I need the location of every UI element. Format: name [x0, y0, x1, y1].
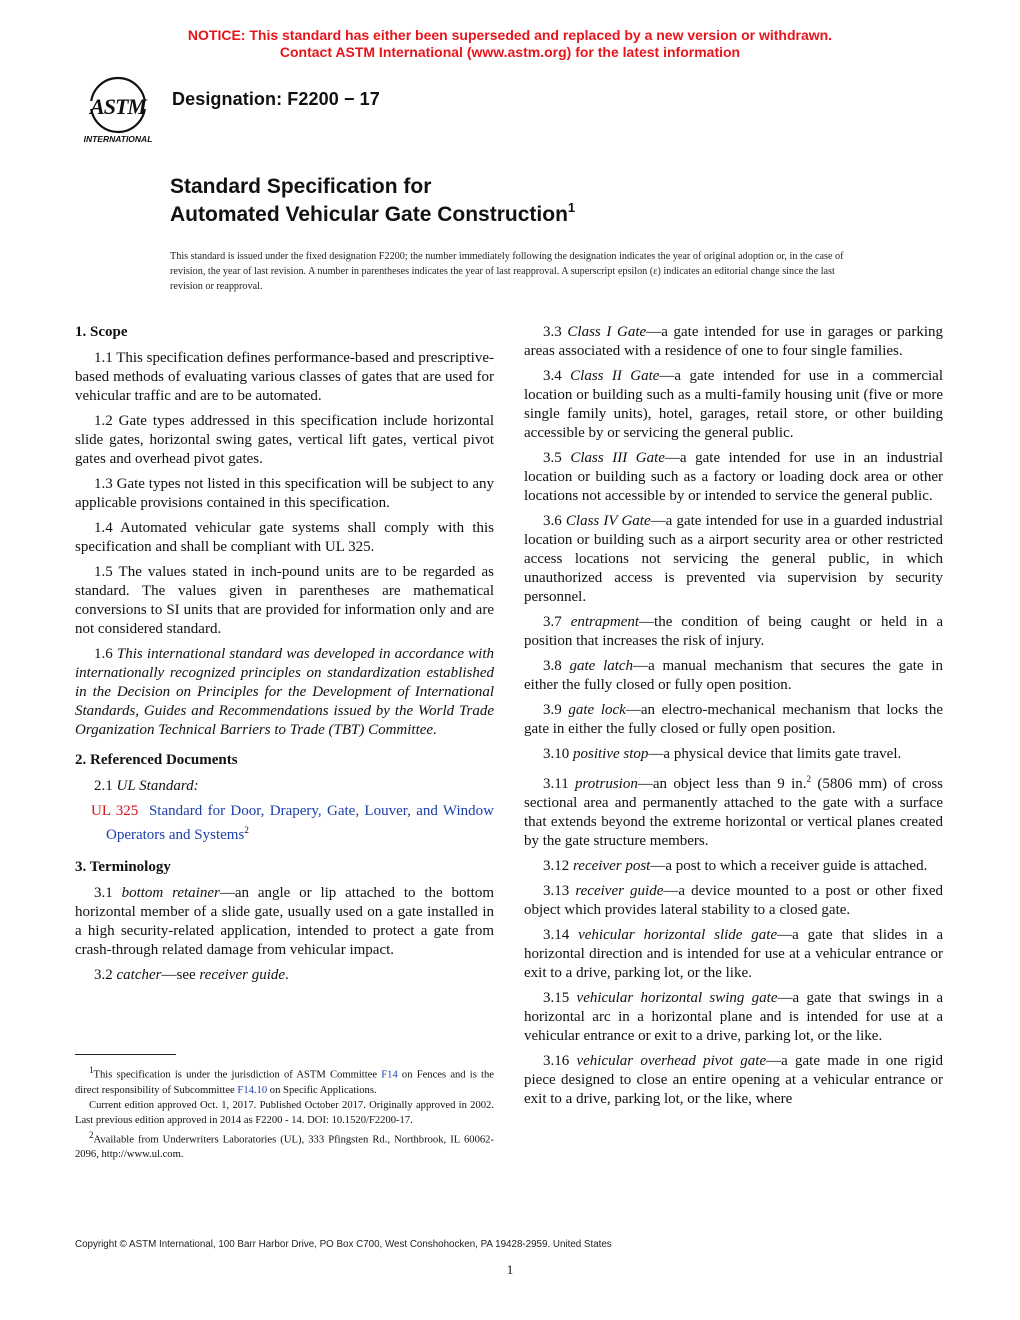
para-1-6: 1.6 This international standard was developed in accordance with internationally recognized principles on standardization established in the Decision on Principles for the Development of International Standards, Guides and Recommendations issued by the World Trade Organization Technical Barriers to Trade (TBT) Committee. [75, 646, 494, 738]
para-2-1: 2.1 UL Standard: [94, 778, 199, 794]
logo-international-text: INTERNATIONAL [83, 134, 153, 144]
footnotes [75, 1063, 494, 1162]
footnote-divider [75, 1054, 176, 1055]
footnote-2: $^2$Available from Underwriters Laboratories (UL), 333 Pfingsten Rd., Northbrook, IL 60062-2096, http://www.ul.com. [75, 1129, 494, 1161]
left-column [75, 323, 494, 991]
scope-heading: 1. Scope [75, 324, 128, 340]
para-1-2: 1.2 Gate types addressed in this specification include horizontal slide gates, horizontal swing gates, vertical lift gates, vertical pivot gates and overhead pivot gates. [75, 413, 494, 467]
committee-f14-link[interactable]: F14 [381, 1069, 398, 1081]
ref-title-link[interactable]: Standard for Door, Drapery, Gate, Louver, and Window Operators and Systems [106, 803, 494, 843]
referenced-documents-heading: 2. Referenced Documents [75, 752, 238, 768]
term-3-12: 3.12 receiver post—a post to which a receiver guide is attached. [543, 858, 928, 874]
term-3-14: 3.14 vehicular horizontal slide gate—a gate that slides in a horizontal direction and is intended for use at a vehicular entrance or exit to a drive, parking lot, or the like. [524, 927, 944, 981]
term-3-9: 3.9 gate lock—an electro-mechanical mechanism that locks the gate in either the fully closed or fully open position. [524, 702, 944, 737]
term-3-3: 3.3 Class I Gate—a gate intended for use in garages or parking areas associated with a residence of one to four single families. [524, 324, 943, 359]
footnote-1-edition: Current edition approved Oct. 1, 2017. Published October 2017. Originally approved in 2002. Last previous edition approved in 2014 as F2200 - 14. DOI: 10.1520/F2200-17. [75, 1099, 494, 1126]
withdrawal-notice [0, 27, 1020, 61]
copyright-line: Copyright © ASTM International, 100 Barr Harbor Drive, PO Box C700, West Conshohocken, PA 19428-2959. United States [75, 1239, 612, 1250]
term-3-2: 3.2 catcher—see receiver guide. [94, 967, 289, 983]
term-3-16: 3.16 vehicular overhead pivot gate—a gate made in one rigid piece designed to close an entire opening at a vehicular entrance or exit to a drive, parking lot, or the like, where [524, 1053, 943, 1107]
term-3-15: 3.15 vehicular horizontal swing gate—a gate that swings in a horizontal arc in a horizontal plane and is intended for use at a vehicular entrance or exit to a drive, parking lot, or the like. [524, 990, 944, 1044]
para-1-5: 1.5 The values stated in inch-pound units are to be regarded as standard. The values given in parentheses are mathematical conversions to SI units that are provided for information only and are not considered standard. [75, 564, 494, 637]
notice-line-2: Contact ASTM International (www.astm.org) for the latest information [279, 44, 741, 60]
right-column [524, 323, 943, 1115]
term-3-6: 3.6 Class IV Gate—a gate intended for use in a guarded industrial location or building such as a airport security area or other restricted access locations not servicing the general public, in which unauthorized access is prevented via supervision by security personnel. [524, 513, 943, 605]
footnote-1: $^1$This specification is under the jurisdiction of ASTM Committee F14 on Fences and is the direct responsibility of Subcommittee F14.10 on Specific Applications. [75, 1065, 494, 1096]
logo-mark-text: ASTM [90, 94, 146, 119]
term-3-8: 3.8 gate latch—a manual mechanism that secures the gate in either the fully closed or fully open position. [524, 658, 943, 693]
para-1-1: 1.1 This specification defines performance-based and prescriptive-based methods of evaluating various classes of gates that are used for vehicular traffic and are to be automated. [75, 350, 494, 404]
notice-line-1: NOTICE: This standard has either been superseded and replaced by a new version or withdrawn. [187, 27, 833, 43]
term-3-13: 3.13 receiver guide—a device mounted to a post or other fixed object which provides lateral stability to a closed gate. [524, 883, 943, 918]
subcommittee-f14-10-link[interactable]: F14.10 [237, 1084, 268, 1096]
designation: Designation: F2200 − 17 [172, 89, 380, 109]
term-3-1: 3.1 bottom retainer—an angle or lip attached to the bottom horizontal member of a slide gate, usually used on a gate installed in a high security-related application, intended to protect a gate from crash-through related damage from vehicular impact. [75, 885, 495, 958]
ref-footnote-ref: 2 [244, 825, 249, 835]
referenced-document-ul325[interactable] [75, 802, 494, 845]
title-line-2: Automated Vehicular Gate Construction$^1$ [170, 200, 576, 226]
astm-logo-icon [74, 74, 162, 146]
term-3-10: 3.10 positive stop—a physical device that limits gate travel. [543, 746, 902, 762]
term-3-4: 3.4 Class II Gate—a gate intended for use in a commercial location or building such as a multi-family housing unit (five or more single family units), hotel, garages, retail store, or other building accessible by or servicing the general public. [524, 368, 943, 441]
para-1-3: 1.3 Gate types not listed in this specification will be subject to any applicable provisions contained in this specification. [75, 476, 494, 511]
title-footnote-ref: 1 [567, 200, 576, 215]
standard-issue-note: This standard is issued under the fixed designation F2200; the number immediately following the designation indicates the year of original adoption or, in the case of revision, the year of last revision. A number in parentheses indicates the year of last reapproval. A superscript epsilon (ε) indicates an editorial change since the last revision or reapproval. [170, 251, 844, 292]
para-1-4: 1.4 Automated vehicular gate systems shall comply with this specification and shall be compliant with UL 325. [75, 520, 494, 555]
term-3-5: 3.5 Class III Gate—a gate intended for use in an industrial location or building such as a factory or loading dock area or other locations not accessible by or intended to service the general public. [524, 450, 944, 504]
document-title [170, 173, 575, 229]
term-3-11: 3.11 protrusion—an object less than 9 in.$^2$ (5806 mm) of cross sectional area and permanently attached to the gate with a surface that extends beyond the extreme horizontal or vertical planes created by the gate structure members. [524, 774, 943, 849]
ref-code-link[interactable]: UL 325 [91, 803, 139, 819]
title-line-1: Standard Specification for [170, 175, 432, 198]
term-3-7: 3.7 entrapment—the condition of being caught or held in a position that increases the risk of injury. [524, 614, 944, 649]
page-number: 1 [506, 1262, 514, 1277]
terminology-heading: 3. Terminology [75, 859, 171, 875]
